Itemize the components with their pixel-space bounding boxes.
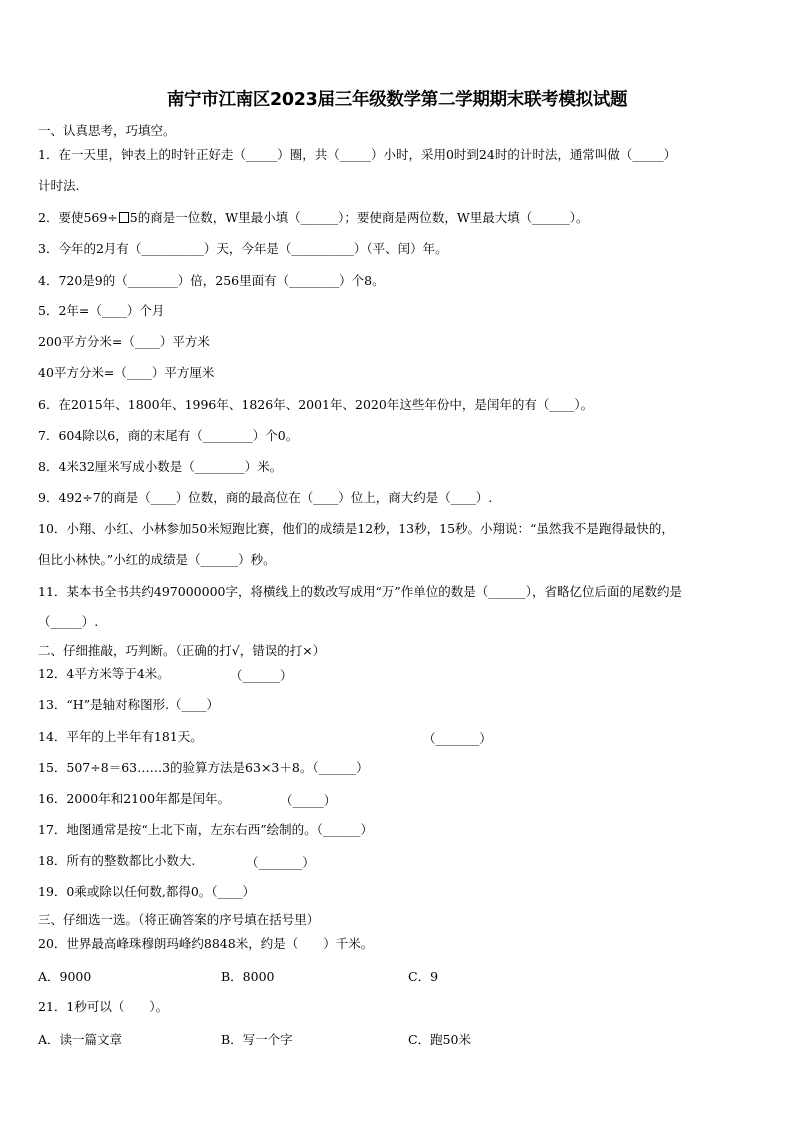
question-5-line-2: 200平方分米=（____）平方米 xyxy=(38,334,210,349)
question-10-line-1: 10．小翔、小红、小林参加50米短跑比赛，他们的成绩是12秒，13秒，15秒。小翔说：“虽然我不是跑得最快的， xyxy=(38,521,674,536)
question-12: 12．4平方米等于4米。 xyxy=(38,666,170,681)
page-title: 南宁市江南区2023届三年级数学第二学期期末联考模拟试题 xyxy=(166,90,628,110)
question-12-answer-blank: （______） xyxy=(230,668,293,683)
question-17: 17．地图通常是按“上北下南，左东右西”绘制的。（______） xyxy=(38,822,373,837)
question-4: 4．720是9的（________）倍，256里面有（________）个8。 xyxy=(38,273,385,288)
question-9: 9．492÷7的商是（____）位数，商的最高位在（____）位上，商大约是（____）. xyxy=(38,490,493,505)
question-21-option-b: B．写一个字 xyxy=(221,1032,293,1047)
question-20: 20．世界最高峰珠穆朗玛峰约8848米，约是（ ）千米。 xyxy=(38,936,374,951)
question-21: 21．1秒可以（ ）。 xyxy=(38,999,169,1014)
question-2 xyxy=(38,210,588,226)
question-13: 13．“H”是轴对称图形.（____） xyxy=(38,697,220,712)
question-11-line-2: （_____）. xyxy=(38,614,99,629)
question-2-prefix: 2．要使569÷ xyxy=(38,210,118,225)
question-1-line-1: 1．在一天里，钟表上的时针正好走（_____）圈，共（_____）小时，采用0时到24时的计时法，通常叫做（_____） xyxy=(38,147,677,162)
question-21-option-c: C．跑50米 xyxy=(408,1032,471,1047)
question-5-line-3: 40平方分米=（____）平方厘米 xyxy=(38,365,215,380)
question-16-answer-blank: （_____） xyxy=(280,793,337,808)
blank-square-icon xyxy=(119,212,129,223)
question-18-answer-blank: （_______） xyxy=(246,855,315,870)
section-2-heading: 二、仔细推敲，巧判断。（正确的打√，错误的打×） xyxy=(38,643,326,658)
question-14-answer-blank: （_______） xyxy=(423,731,492,746)
question-20-option-c: C．9 xyxy=(408,969,439,984)
question-20-option-b: B．8000 xyxy=(221,969,275,984)
section-1-heading: 一、认真思考，巧填空。 xyxy=(38,123,176,138)
question-6: 6．在2015年、1800年、1996年、1826年、2001年、2020年这些年份中，是闰年的有（____）。 xyxy=(38,397,594,412)
question-21-option-a: A．读一篇文章 xyxy=(38,1032,123,1047)
question-2-suffix: 5的商是一位数，W里最小填（______）；要使商是两位数，W里最大填（______）。 xyxy=(129,210,589,225)
question-15: 15．507÷8＝63……3的验算方法是63×3＋8。（______） xyxy=(38,760,369,775)
question-10-line-2: 但比小林快。”小红的成绩是（______）秒。 xyxy=(38,552,276,567)
question-8: 8．4米32厘米写成小数是（________）米。 xyxy=(38,459,283,474)
question-20-option-a: A．9000 xyxy=(38,969,92,984)
question-3: 3．今年的2月有（__________）天，今年是（__________）（平、闰）年。 xyxy=(38,241,448,256)
question-16: 16．2000年和2100年都是闰年。 xyxy=(38,791,231,806)
question-18: 18．所有的整数都比小数大. xyxy=(38,853,196,868)
question-7: 7．604除以6，商的末尾有（________）个0。 xyxy=(38,428,299,443)
question-5-line-1: 5．2年=（____）个月 xyxy=(38,303,165,318)
question-19: 19．0乘或除以任何数,都得0。（____） xyxy=(38,884,256,899)
question-14: 14．平年的上半年有181天。 xyxy=(38,729,203,744)
section-3-heading: 三、仔细选一选。（将正确答案的序号填在括号里） xyxy=(38,912,320,927)
question-11-line-1: 11．某本书全书共约497000000字，将横线上的数改写成用“万”作单位的数是（______），省略亿位后面的尾数约是 xyxy=(38,584,683,599)
question-1-line-2: 计时法. xyxy=(38,178,80,193)
